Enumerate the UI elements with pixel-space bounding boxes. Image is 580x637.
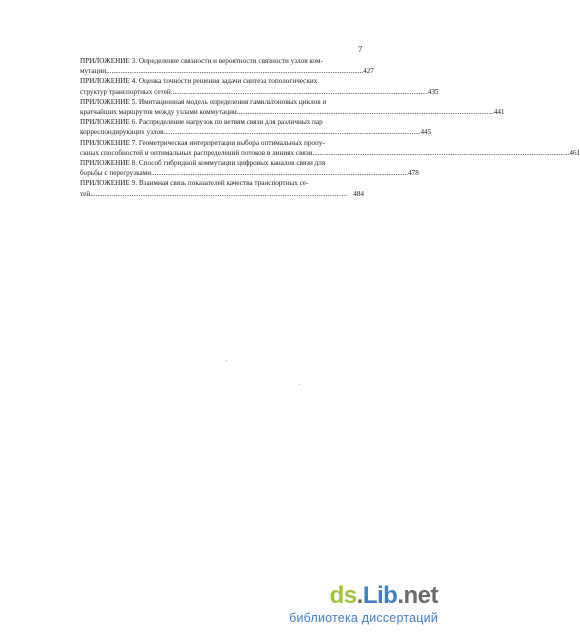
dot-leader: ............................................................................................................................................... — [312, 148, 570, 157]
toc-entry-lead — [80, 127, 420, 137]
dot-leader: ............................................................................................................................................... — [236, 108, 494, 117]
toc-entry-lead-text: тей — [80, 189, 91, 198]
toc-entry-page: 435 — [427, 87, 439, 96]
scan-speck — [299, 384, 300, 385]
toc-entry-page: 427 — [363, 67, 374, 76]
dot-leader: ............................................................................................................................................... — [170, 87, 428, 96]
toc-entry-line: ПРИЛОЖЕНИЕ 4. Оценка точности решения задачи синтеза топологических — [80, 77, 318, 86]
toc-entry-last-line — [80, 66, 374, 76]
toc-entry-page: 445 — [420, 128, 432, 137]
toc-entry-lead-text: мутации — [80, 67, 107, 76]
toc-entry-last-line — [80, 87, 439, 97]
toc-entry-lead — [80, 168, 408, 178]
toc-entry-line: ПРИЛОЖЕНИЕ 5. Имитационная модель определения гамильтоновых циклов и — [80, 97, 327, 106]
dslib-tagline: библиотека диссертаций — [289, 611, 438, 625]
toc-entry — [80, 76, 439, 96]
toc-entry-line: ПРИЛОЖЕНИЕ 3. Определение связности и вероятности связности узлов ком- — [80, 57, 323, 65]
toc-entry-lead-text: скных способностей и оптимальных распределений потоков в линиях связи — [80, 148, 313, 157]
toc-entry-lead — [80, 66, 363, 76]
toc-entry-line: ПРИЛОЖЕНИЕ 6. Распределение нагрузок по ветвям связи для различных пар — [80, 118, 323, 127]
toc-entry-last-line — [80, 189, 364, 199]
toc-entry-lead — [80, 189, 353, 199]
dot-leader: ............................................................................................................................................... — [151, 169, 409, 178]
toc-entry — [80, 56, 374, 76]
toc-entry-line: ПРИЛОЖЕНИЕ 8. Способ гибридной коммутации цифровых каналов связи для — [80, 159, 326, 168]
dslib-logo: ds . Lib .net — [329, 582, 438, 609]
toc-entry-lead — [80, 107, 494, 117]
scan-speck — [226, 360, 227, 361]
toc-entry — [80, 178, 364, 198]
toc-entry — [80, 158, 419, 178]
page-number: 7 — [358, 44, 363, 54]
toc-entry — [80, 138, 580, 158]
toc-entry — [80, 97, 505, 117]
dot-leader: ............................................................................................................................................... — [90, 189, 348, 198]
dot-leader: ............................................................................................................................................... — [163, 128, 421, 137]
toc-entry-lead — [80, 87, 428, 97]
toc-entry-last-line — [80, 107, 505, 117]
dslib-watermark — [289, 584, 438, 625]
toc-entry-line: ПРИЛОЖЕНИЕ 9. Взаимная связь показателей качества транспортных се- — [80, 179, 309, 188]
toc-entry-lead-text: кратчайших маршрутов между узлами коммутации — [80, 108, 237, 117]
toc-entry-page: 478 — [408, 169, 419, 178]
toc-entry-page: 461 — [569, 148, 580, 157]
table-of-contents — [80, 56, 580, 199]
toc-entry-last-line — [80, 127, 432, 137]
toc-entry-lead — [80, 148, 569, 158]
toc-entry-lead-text: корреспондирующих узлов — [80, 128, 164, 137]
toc-entry-line: ПРИЛОЖЕНИЕ 7. Геометрическая интерпретация выбора оптимальных пропу- — [80, 138, 325, 147]
toc-entry-lead-text: борьбы с перегрузками — [80, 169, 152, 178]
toc-entry-page: 484 — [353, 189, 364, 198]
toc-entry-page: 441 — [493, 108, 505, 117]
toc-entry-last-line — [80, 168, 419, 178]
toc-entry-lead-text: структур транспортных сетей — [80, 87, 171, 96]
dot-leader: ............................................................................................................................................... — [106, 67, 364, 76]
toc-entry-last-line — [80, 148, 580, 158]
toc-entry — [80, 117, 432, 137]
